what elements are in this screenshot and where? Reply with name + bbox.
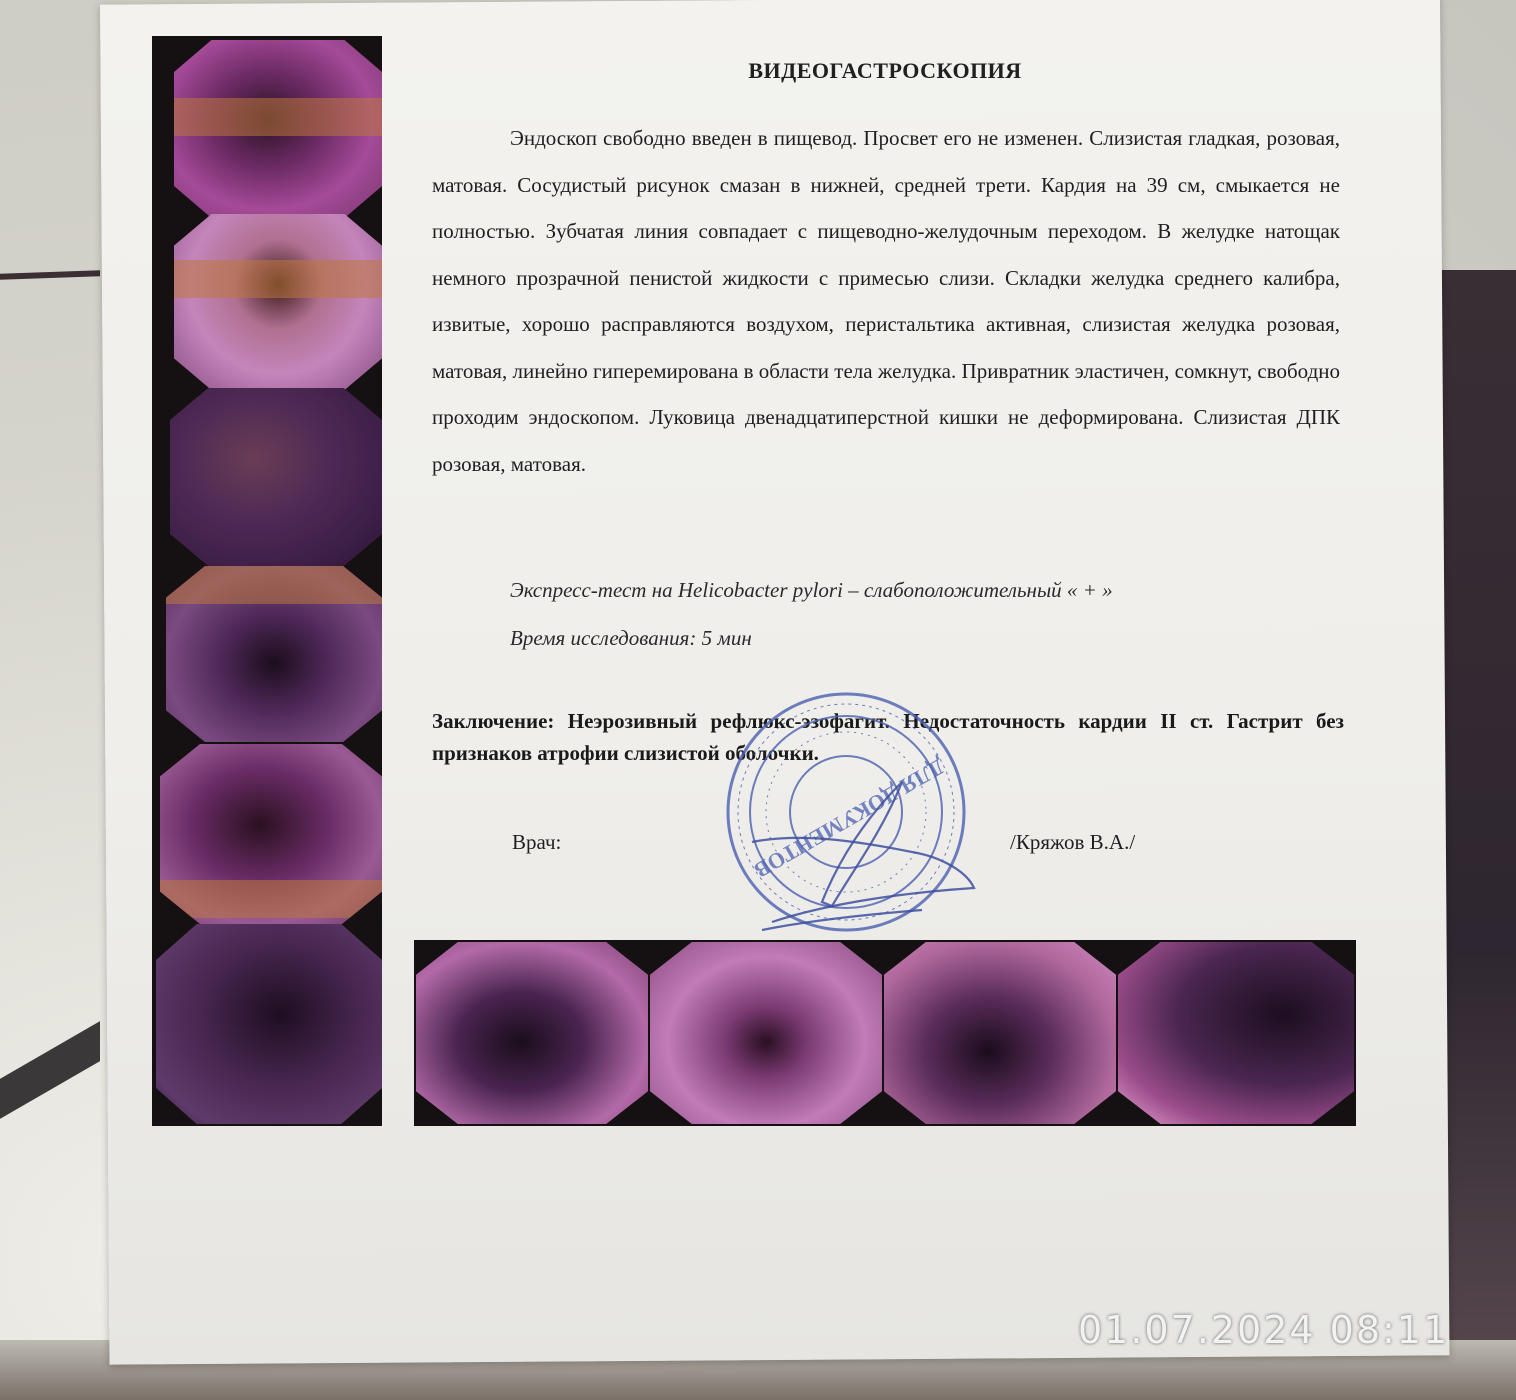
endoscopy-image [160,744,382,924]
examination-description: Эндоскоп свободно введен в пищевод. Просвет его не изменен. Слизистая гладкая, розовая, матовая. Сосудистый рисунок смазан в нижней, средней трети. Кардия на 39 см, смыкается не полностью. Зубчатая линия совпадает с пищеводно-желудочным переходом. В желудке натощак немного прозрачной пенистой жидкости с примесью слизи. Складки желудка среднего калибра, извитые, хорошо расправляются воздухом, перистальтика активная, слизистая желудка розовая, матовая, линейно гиперемирована в области тела желудка. Привратник эластичен, сомкнут, свободно проходим эндоскопом. Луковица двенадцатиперстной кишки не деформирована. Слизистая ДПК розовая, матовая. [432,126,1340,476]
photo-timestamp: 01.07.2024 08:11 [1078,1308,1450,1352]
endoscopy-image-strip-left [152,36,382,1126]
doctor-label: Врач: [512,830,562,854]
endoscopy-image [650,942,882,1124]
endoscopy-image [170,388,382,566]
endoscopy-image-strip-bottom [414,940,1356,1126]
document-title: ВИДЕОГАСТРОСКОПИЯ [748,58,1022,83]
doctor-name: /Кряжов В.А./ [1010,830,1136,854]
endoscopy-image [174,214,382,390]
endoscopy-image [156,924,382,1124]
stamp-text: ДЛЯ ДОКУМЕНТОВ [750,753,950,884]
endoscopy-image [174,40,382,218]
endoscopy-image [416,942,648,1124]
exam-duration: Время исследования: 5 мин [510,626,752,650]
endoscopy-image [1118,942,1354,1124]
conclusion: Заключение: Неэрозивный рефлюкс-эзофагит. Недостаточность кардии II ст. Гастрит без признаков атрофии слизистой оболочки. [432,709,1344,765]
endoscopy-image [884,942,1116,1124]
official-stamp [712,692,980,960]
endoscopy-image [166,566,382,742]
express-test-result: Экспресс-тест на Helicobacter pylori – слабоположительный « + » [510,578,1113,602]
